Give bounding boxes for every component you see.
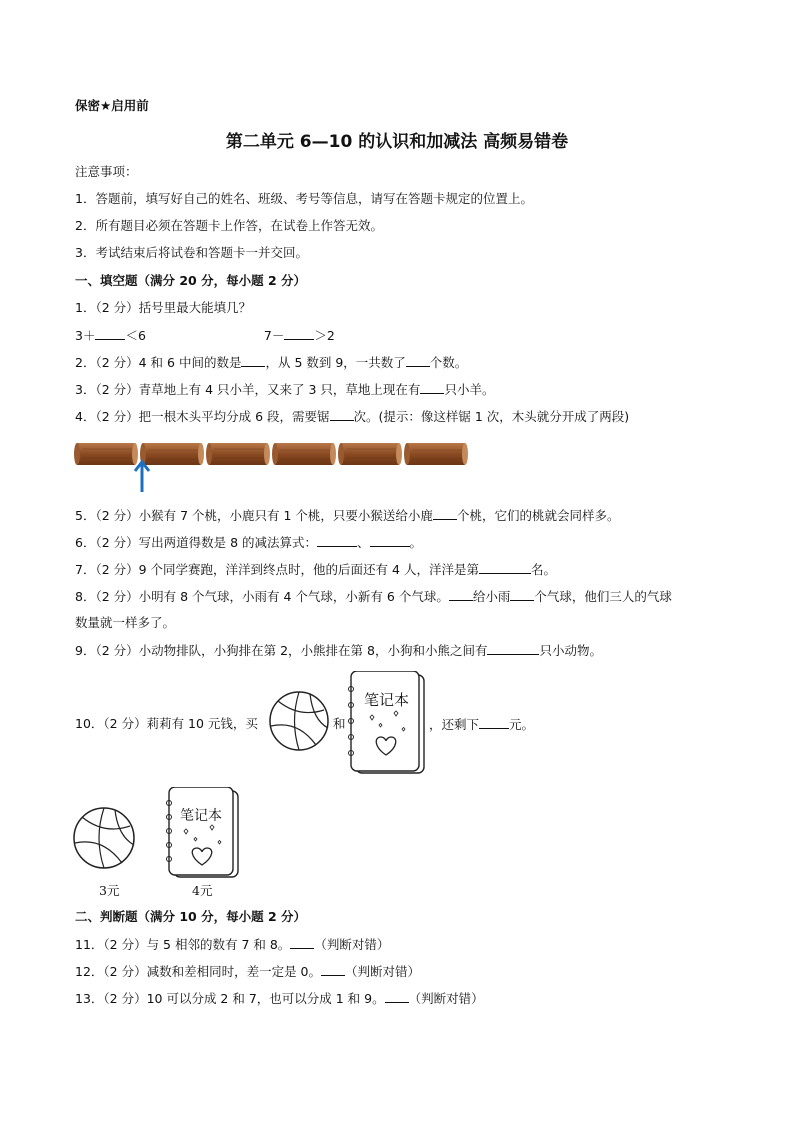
question-8	[75, 588, 672, 605]
question-1: 1．（2 分）括号里最大能填几？	[75, 300, 252, 315]
answer-blank[interactable]	[510, 588, 534, 601]
answer-blank[interactable]	[479, 716, 509, 729]
q7-text: 名。	[530, 562, 556, 577]
ball-image	[72, 806, 136, 870]
notebook-image	[346, 671, 428, 777]
section2-heading: 二、判断题（满分 10 分，每小题 2 分）	[75, 909, 307, 924]
q8-text: 个气球，他们三人的气球	[534, 589, 672, 604]
question-13	[75, 990, 484, 1007]
ball-image	[268, 690, 330, 752]
notice-item: 3．考试结束后将试卷和答题卡一并交回。	[75, 245, 308, 260]
confidential-label: 保密★启用前	[75, 98, 149, 113]
notice-item: 1．答题前，填写好自己的姓名、班级、考号等信息，请写在答题卡规定的位置上。	[75, 191, 533, 206]
log-segment	[272, 443, 336, 465]
section1-heading: 一、填空题（满分 20 分，每小题 2 分）	[75, 273, 307, 288]
q2-text: 个数。	[429, 355, 468, 370]
q6-text: 。	[409, 535, 423, 550]
notice-heading: 注意事项：	[75, 164, 138, 179]
log-segment	[206, 443, 270, 465]
q7-text: 7．（2 分）9 个同学赛跑，洋洋到终点时，他的后面还有 4 人，洋洋是第	[75, 562, 479, 577]
expr-b-prefix: 7－	[263, 328, 285, 343]
q2-text: 2．（2 分）4 和 6 中间的数是	[75, 355, 242, 370]
q12-text: （判断对错）	[345, 964, 421, 979]
q12-text: 12．（2 分）减数和差相同时，差一定是 0。	[75, 964, 322, 979]
q8-text: 8．（2 分）小明有 8 个气球，小雨有 4 个气球，小新有 6 个气球。	[75, 589, 449, 604]
answer-blank[interactable]	[241, 354, 265, 367]
q4-text: 4．（2 分）把一根木头平均分成 6 段，需要锯	[75, 409, 330, 424]
log-segment	[140, 443, 204, 465]
question-12	[75, 963, 420, 980]
question-5	[75, 507, 619, 524]
q10-text: ，还剩下	[429, 717, 480, 732]
q11-text: 11．（2 分）与 5 相邻的数有 7 和 8。	[75, 937, 291, 952]
answer-blank[interactable]	[487, 642, 539, 655]
answer-blank[interactable]	[385, 990, 409, 1003]
question-3	[75, 381, 494, 398]
question-6	[75, 534, 422, 551]
answer-blank[interactable]	[370, 534, 410, 547]
answer-blank[interactable]	[317, 534, 357, 547]
arrow-up-icon	[135, 462, 149, 492]
q13-text: （判断对错）	[408, 991, 484, 1006]
q6-text: 6．（2 分）写出两道得数是 8 的减法算式：	[75, 535, 318, 550]
q10-text-1: 10．（2 分）莉莉有 10 元钱，买	[75, 716, 258, 731]
expr-b-suffix: ＞2	[314, 328, 335, 343]
q9-text: 只小动物。	[539, 643, 602, 658]
answer-blank[interactable]	[479, 561, 531, 574]
question-1-expressions	[75, 327, 335, 344]
question-2	[75, 354, 467, 371]
q3-text: 3．（2 分）青草地上有 4 只小羊，又来了 3 只，草地上现在有	[75, 382, 421, 397]
q6-text: 、	[357, 535, 370, 550]
expr-a-suffix: ＜6	[125, 328, 146, 343]
log-segment	[74, 443, 138, 465]
q5-text: 5．（2 分）小猴有 7 个桃，小鹿只有 1 个桃，只要小猴送给小鹿	[75, 508, 433, 523]
answer-blank[interactable]	[433, 507, 457, 520]
answer-blank[interactable]	[284, 327, 314, 340]
q10-text: 元。	[509, 717, 535, 732]
log-segment	[338, 443, 402, 465]
question-4	[75, 408, 629, 425]
answer-blank[interactable]	[321, 963, 345, 976]
q8-text: 给小雨	[472, 589, 511, 604]
log-segments-image	[74, 440, 474, 494]
question-7	[75, 561, 556, 578]
answer-blank[interactable]	[406, 354, 430, 367]
q2-text: ，从 5 数到 9，一共数了	[265, 355, 406, 370]
q4-text: 次。(提示：像这样锯 1 次，木头就分开成了两段)	[353, 409, 630, 424]
q3-text: 只小羊。	[444, 382, 495, 397]
question-10-tail	[429, 716, 534, 733]
notebook-image	[164, 787, 242, 879]
notebook-price: 4元	[192, 883, 213, 898]
answer-blank[interactable]	[330, 408, 354, 421]
q10-text-2: 和	[333, 716, 346, 731]
question-9	[75, 642, 602, 659]
notebook-label: 笔记本	[364, 691, 410, 709]
notebook-label: 笔记本	[180, 808, 222, 824]
expr-a-prefix: 3＋	[75, 328, 96, 343]
q11-text: （判断对错）	[314, 937, 390, 952]
page-title: 第二单元 6—10 的认识和加减法 高频易错卷	[225, 132, 569, 152]
q9-text: 9．（2 分）小动物排队，小狗排在第 2，小熊排在第 8，小狗和小熊之间有	[75, 643, 488, 658]
answer-blank[interactable]	[290, 936, 314, 949]
q5-text: 个桃，它们的桃就会同样多。	[456, 508, 620, 523]
answer-blank[interactable]	[420, 381, 444, 394]
ball-price: 3元	[99, 883, 120, 898]
question-8-cont: 数量就一样多了。	[75, 615, 176, 630]
notice-item: 2．所有题目必须在答题卡上作答，在试卷上作答无效。	[75, 218, 383, 233]
answer-blank[interactable]	[449, 588, 473, 601]
log-segment	[404, 443, 468, 465]
question-11	[75, 936, 389, 953]
q13-text: 13．（2 分）10 可以分成 2 和 7，也可以分成 1 和 9。	[75, 991, 385, 1006]
answer-blank[interactable]	[95, 327, 125, 340]
